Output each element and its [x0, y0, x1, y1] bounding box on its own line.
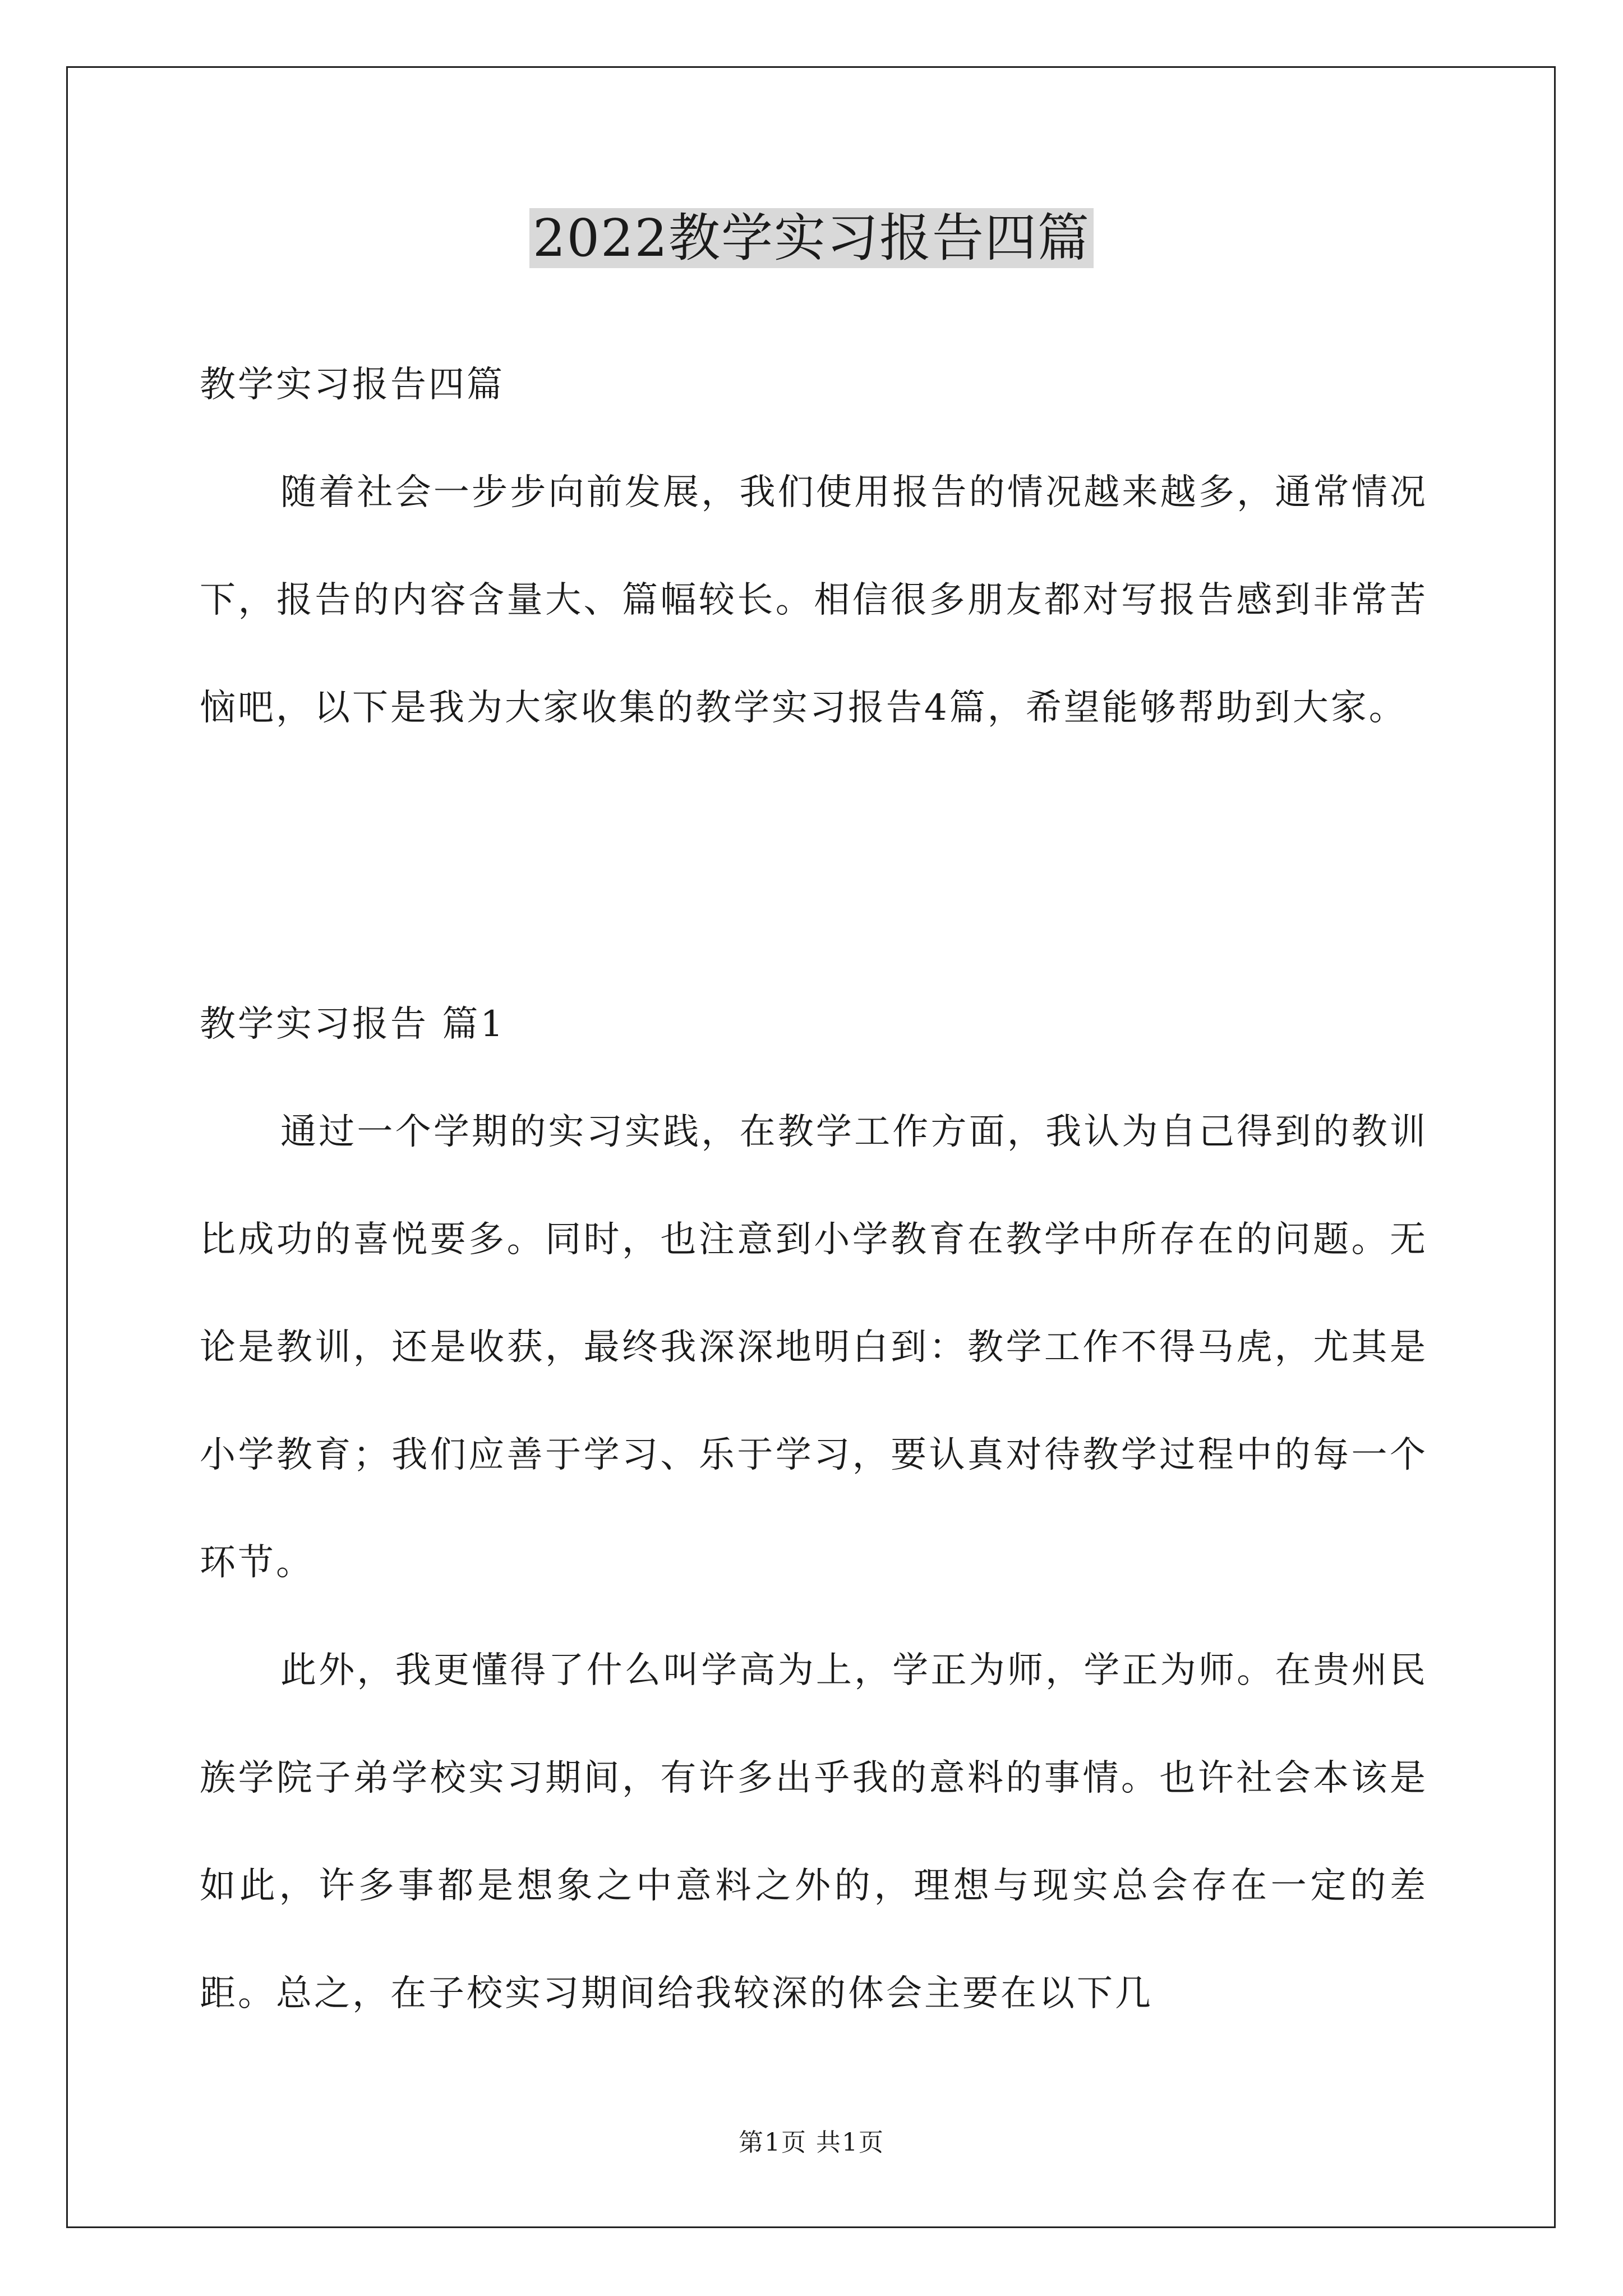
page-number-label: 第1页 共1页 [739, 2128, 884, 2157]
section-1-paragraph-2: 此外，我更懂得了什么叫学高为上，学正为师，学正为师。在贵州民族学院子弟学校实习期间，有许多出乎我的意料的事情。也许社会本该是如此，许多事都是想象之中意料之外的，理想与现实总会存在一定的差距。总之，在子校实习期间给我较深的体会主要在以下几 [200, 1650, 1428, 2014]
section-1-paragraph-1: 通过一个学期的实习实践，在教学工作方面，我认为自己得到的教训比成功的喜悦要多。同时，也注意到小学教育在教学中所存在的问题。无论是教训，还是收获，最终我深深地明白到：教学工作不得马虎，尤其是小学教育；我们应善于学习、乐于学习，要认真对待教学过程中的每一个环节。 [200, 1111, 1428, 1584]
intro-paragraph: 随着社会一步步向前发展，我们使用报告的情况越来越多，通常情况下，报告的内容含量大、篇幅较长。相信很多朋友都对写报告感到非常苦恼吧，以下是我为大家收集的教学实习报告4篇，希望能够帮助到大家。 [200, 472, 1428, 729]
section-1 [200, 970, 1428, 2047]
document-title-text: 2022教学实习报告四篇 [529, 208, 1094, 268]
document-title [0, 199, 1623, 278]
intro-section [200, 331, 1428, 762]
section-1-heading: 教学实习报告 篇1 [200, 1004, 506, 1045]
page-footer [0, 2126, 1623, 2160]
intro-heading: 教学实习报告四篇 [200, 364, 505, 406]
